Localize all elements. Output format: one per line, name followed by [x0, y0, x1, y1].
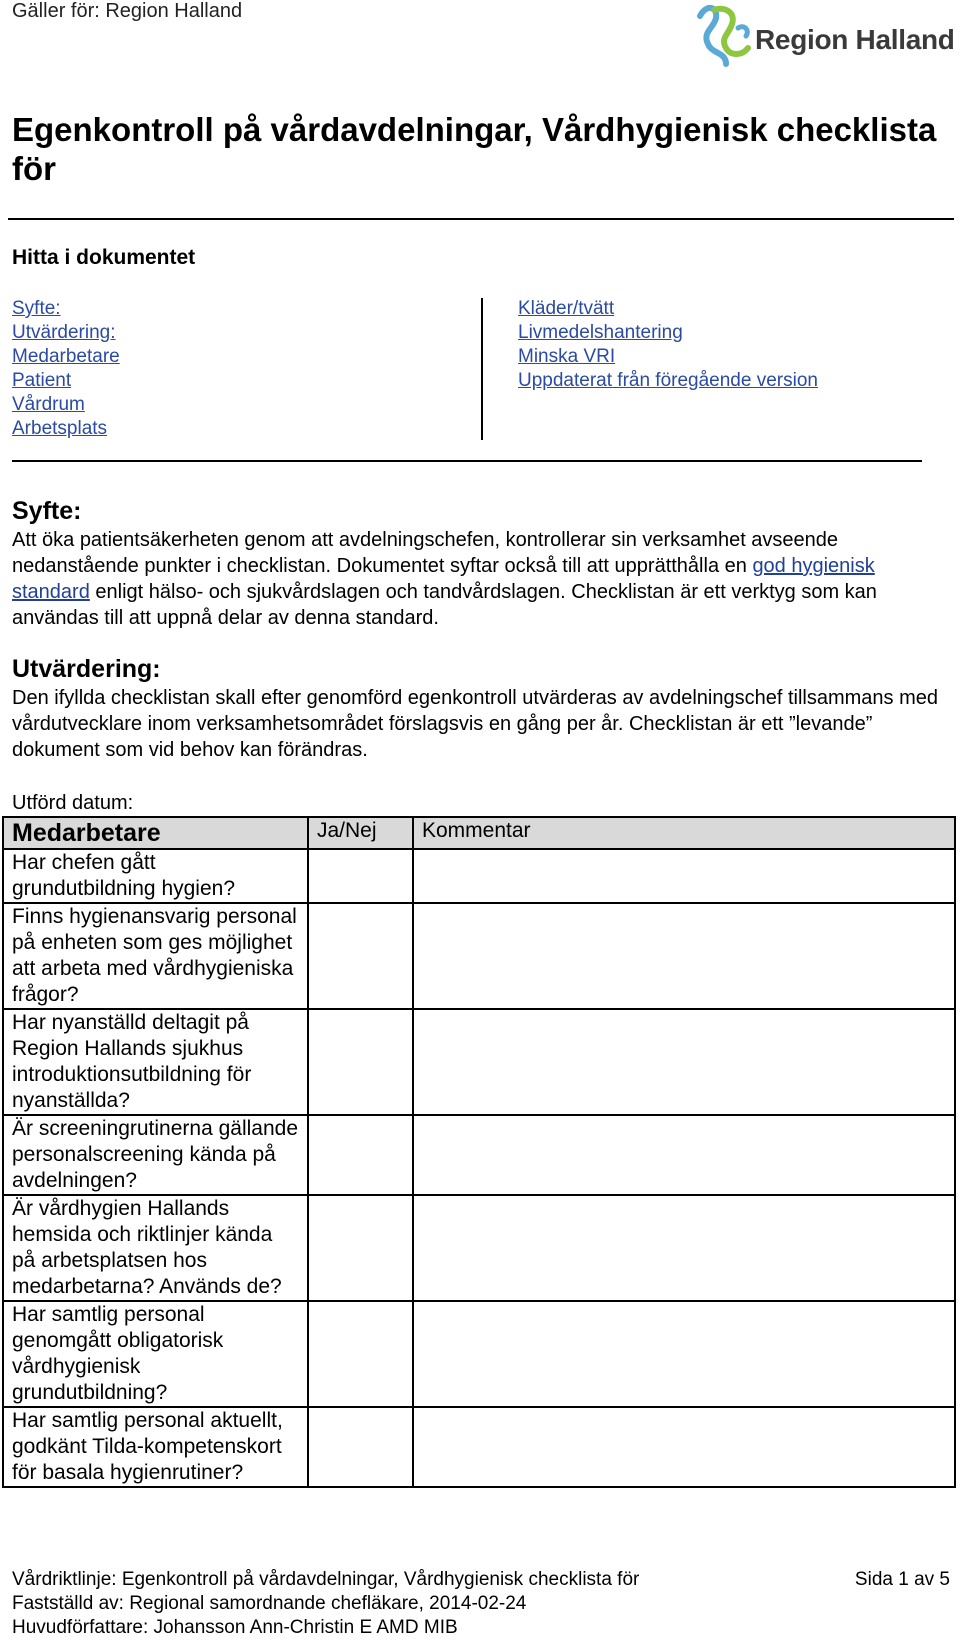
toc-link-syfte[interactable]: Syfte: — [12, 298, 61, 319]
syfte-text-part2: enligt hälso- och sjukvårdslagen och tandvårdslagen. Checklistan är ett verktyg som kan användas till att uppnå delar av denna standard. — [12, 581, 877, 629]
toc-divider — [481, 298, 483, 440]
table-row — [3, 903, 955, 1009]
toc-left-column — [12, 297, 120, 441]
yesno-cell[interactable] — [308, 1195, 413, 1301]
toc-link-vardrum[interactable]: Vårdrum — [12, 394, 85, 415]
yesno-cell[interactable] — [308, 1009, 413, 1115]
column-header-comment: Kommentar — [413, 817, 955, 849]
toc-link-utvardering[interactable]: Utvärdering: — [12, 322, 116, 343]
yesno-cell[interactable] — [308, 903, 413, 1009]
comment-cell[interactable] — [413, 1407, 955, 1487]
toc-heading: Hitta i dokumentet — [12, 246, 196, 269]
yesno-cell[interactable] — [308, 1115, 413, 1195]
syfte-heading: Syfte: — [12, 497, 82, 525]
table-row — [3, 1115, 955, 1195]
toc-link-klader-tvatt[interactable]: Kläder/tvätt — [518, 298, 615, 319]
question-cell: Är vårdhygien Hallands hemsida och riktlinjer kända på arbetsplatsen hos medarbetarna? Används de? — [3, 1195, 308, 1301]
toc-link-arbetsplats[interactable]: Arbetsplats — [12, 418, 108, 439]
toc-right-column — [518, 297, 818, 393]
logo-text: Region Halland — [755, 24, 955, 55]
syfte-body — [12, 527, 942, 631]
toc-bottom-divider — [12, 460, 922, 462]
footer-author: Huvudförfattare: Johansson Ann-Christin E AMD MIB — [12, 1617, 458, 1638]
footer-guideline: Vårdriktlinje: Egenkontroll på vårdavdelningar, Vårdhygienisk checklista för — [12, 1569, 640, 1590]
question-cell: Finns hygienansvarig personal på enheten som ges möjlighet att arbeta med vårdhygieniska frågor? — [3, 903, 308, 1009]
toc-link-uppdaterat[interactable]: Uppdaterat från föregående version — [518, 370, 818, 391]
table-row — [3, 1009, 955, 1115]
syfte-text-part1: Att öka patientsäkerheten genom att avdelningschefen, kontrollerar sin verksamhet avseende nedanstående punkter i checklistan. Dokumentet syftar också till att upprätthålla en — [12, 529, 839, 577]
question-cell: Har chefen gått grundutbildning hygien? — [3, 849, 308, 903]
yesno-cell[interactable] — [308, 1407, 413, 1487]
table-row — [3, 849, 955, 903]
section-heading-medarbetare: Medarbetare — [3, 817, 308, 849]
footer-approved-by: Fastställd av: Regional samordnande chefläkare, 2014-02-24 — [12, 1593, 527, 1614]
table-row — [3, 1407, 955, 1487]
toc-link-minska-vri[interactable]: Minska VRI — [518, 346, 616, 367]
performed-date-label: Utförd datum: — [12, 792, 134, 814]
question-cell: Har nyanställd deltagit på Region Hallands sjukhus introduktionsutbildning för nyanställda? — [3, 1009, 308, 1115]
hygienic-standard-link[interactable]: god hygienisk standard — [12, 555, 875, 603]
checklist-table — [2, 816, 956, 1488]
comment-cell[interactable] — [413, 1009, 955, 1115]
utvardering-heading: Utvärdering: — [12, 655, 161, 683]
toc-link-medarbetare[interactable]: Medarbetare — [12, 346, 120, 367]
comment-cell[interactable] — [413, 903, 955, 1009]
comment-cell[interactable] — [413, 1301, 955, 1407]
utvardering-body: Den ifyllda checklistan skall efter genomförd egenkontroll utvärderas av avdelningschef tillsammans med vårdutvecklare inom verksamhetsområdet förslagsvis en gång per år. Checklistan är ett ”levande” dokument som vid behov kan förändras. — [12, 687, 939, 761]
comment-cell[interactable] — [413, 1115, 955, 1195]
toc-link-livmedelshantering[interactable]: Livmedelshantering — [518, 322, 683, 343]
table-row — [3, 1195, 955, 1301]
yesno-cell[interactable] — [308, 1301, 413, 1407]
question-cell: Är screeningrutinerna gällande personalscreening kända på avdelningen? — [3, 1115, 308, 1195]
footer-info — [12, 1568, 639, 1640]
table-row — [3, 1301, 955, 1407]
column-header-yesno: Ja/Nej — [308, 817, 413, 849]
toc-link-patient[interactable]: Patient — [12, 370, 72, 391]
page-number: Sida 1 av 5 — [854, 1569, 950, 1590]
yesno-cell[interactable] — [308, 849, 413, 903]
applies-to-label: Gäller för: Region Halland — [12, 0, 243, 22]
table-header-row — [3, 817, 955, 849]
title-divider — [8, 218, 954, 220]
question-cell: Har samtlig personal aktuellt, godkänt Tilda-kompetenskort för basala hygienrutiner? — [3, 1407, 308, 1487]
question-cell: Har samtlig personal genomgått obligatorisk vårdhygienisk grundutbildning? — [3, 1301, 308, 1407]
comment-cell[interactable] — [413, 1195, 955, 1301]
document-title: Egenkontroll på vårdavdelningar, Vårdhygienisk checklista för — [12, 111, 937, 187]
comment-cell[interactable] — [413, 849, 955, 903]
